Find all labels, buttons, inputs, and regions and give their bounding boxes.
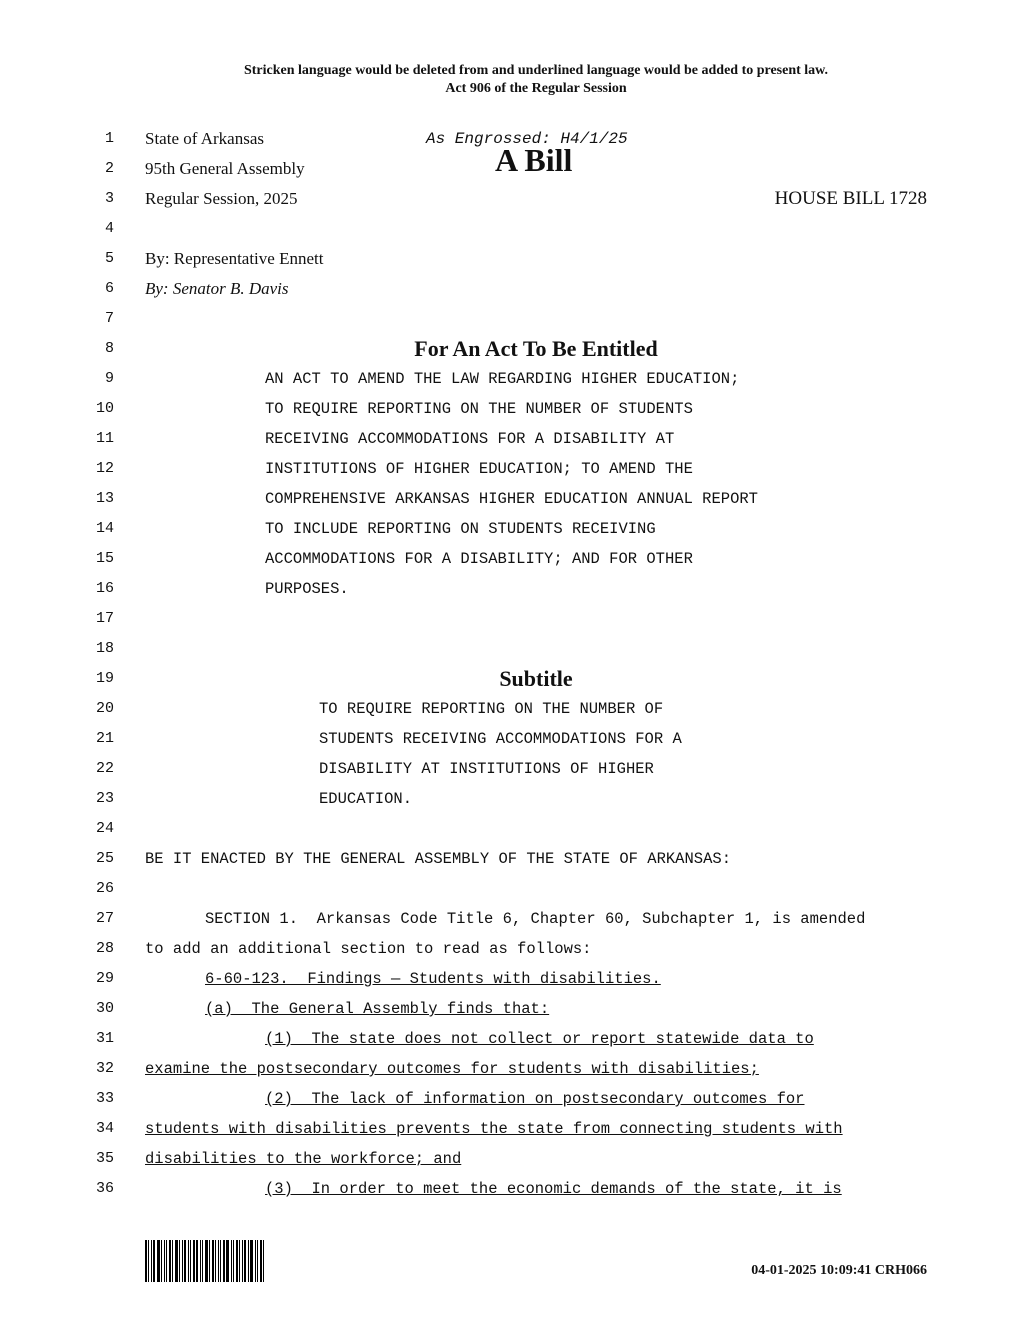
line-7 bbox=[0, 304, 1024, 334]
line-number: 16 bbox=[95, 580, 114, 597]
line-6 bbox=[0, 274, 1024, 304]
line-number: 24 bbox=[95, 820, 114, 837]
barcode-bar bbox=[205, 1240, 208, 1282]
line-number: 23 bbox=[95, 790, 114, 807]
line-number: 21 bbox=[95, 730, 114, 747]
line-23 bbox=[0, 784, 1024, 814]
line-26 bbox=[0, 874, 1024, 904]
barcode-bar bbox=[255, 1240, 256, 1282]
barcode-bar bbox=[215, 1240, 216, 1282]
barcode-bar bbox=[182, 1240, 183, 1282]
paragraph-2-cont: disabilities to the workforce; and bbox=[145, 1150, 462, 1168]
barcode-bar bbox=[196, 1240, 198, 1282]
subtitle-line: STUDENTS RECEIVING ACCOMMODATIONS FOR A bbox=[319, 730, 682, 748]
section-text: to add an additional section to read as follows: bbox=[145, 940, 592, 958]
paragraph-1-cont: examine the postsecondary outcomes for students with disabilities; bbox=[145, 1060, 759, 1078]
bill-number: HOUSE BILL 1728 bbox=[774, 188, 927, 209]
line-21 bbox=[0, 724, 1024, 754]
header-act: Act 906 of the Regular Session bbox=[445, 81, 627, 96]
line-number: 15 bbox=[95, 550, 114, 567]
title-line: TO INCLUDE REPORTING ON STUDENTS RECEIVING bbox=[265, 520, 656, 538]
barcode-bar bbox=[233, 1240, 234, 1282]
line-number: 3 bbox=[104, 190, 114, 207]
barcode-bar bbox=[236, 1240, 238, 1282]
barcode-bar bbox=[212, 1240, 214, 1282]
paragraph-3: (3) In order to meet the economic demands of the state, it is bbox=[265, 1180, 842, 1198]
line-number: 9 bbox=[104, 370, 114, 387]
line-number: 2 bbox=[104, 160, 114, 177]
barcode-bar bbox=[184, 1240, 186, 1282]
barcode-bar bbox=[188, 1240, 189, 1282]
line-5 bbox=[0, 244, 1024, 274]
line-number: 36 bbox=[95, 1180, 114, 1197]
subtitle-line: DISABILITY AT INSTITUTIONS OF HIGHER bbox=[319, 760, 654, 778]
line-16 bbox=[0, 574, 1024, 604]
title-line: RECEIVING ACCOMMODATIONS FOR A DISABILITY AT bbox=[265, 430, 675, 448]
barcode-bar bbox=[244, 1240, 246, 1282]
line-33 bbox=[0, 1084, 1024, 1114]
barcode-bar bbox=[164, 1240, 165, 1282]
line-8 bbox=[0, 334, 1024, 364]
section-title: 6-60-123. Findings — Students with disabilities. bbox=[205, 970, 661, 988]
title-line: TO REQUIRE REPORTING ON THE NUMBER OF STUDENTS bbox=[265, 400, 693, 418]
line-32 bbox=[0, 1054, 1024, 1084]
line-34 bbox=[0, 1114, 1024, 1144]
line-29 bbox=[0, 964, 1024, 994]
title-line: PURPOSES. bbox=[265, 580, 349, 598]
barcode-bar bbox=[172, 1240, 173, 1282]
barcode-bar bbox=[193, 1240, 195, 1282]
a-bill-heading: A Bill bbox=[495, 142, 573, 178]
line-number: 30 bbox=[95, 1000, 114, 1017]
line-10 bbox=[0, 394, 1024, 424]
line-12 bbox=[0, 454, 1024, 484]
line-28 bbox=[0, 934, 1024, 964]
line-number: 17 bbox=[95, 610, 114, 627]
line-25 bbox=[0, 844, 1024, 874]
barcode-bar bbox=[179, 1240, 180, 1282]
line-number: 14 bbox=[95, 520, 114, 537]
line-35 bbox=[0, 1144, 1024, 1174]
paragraph-2-cont: students with disabilities prevents the state from connecting students with bbox=[145, 1120, 843, 1138]
line-number: 18 bbox=[95, 640, 114, 657]
barcode-bar bbox=[166, 1240, 167, 1282]
subsection-a: (a) The General Assembly finds that: bbox=[205, 1000, 550, 1018]
barcode-bar bbox=[260, 1240, 262, 1282]
barcode-bar bbox=[248, 1240, 249, 1282]
header-notice: Stricken language would be deleted from and underlined language would be added to present law. bbox=[243, 63, 829, 78]
line-number: 32 bbox=[95, 1060, 114, 1077]
barcode-bar bbox=[257, 1240, 258, 1282]
subtitle-heading: Subtitle bbox=[499, 666, 573, 691]
line-number: 27 bbox=[95, 910, 114, 927]
line-20 bbox=[0, 694, 1024, 724]
paragraph-1: (1) The state does not collect or report statewide data to bbox=[265, 1030, 814, 1048]
barcode-bar bbox=[169, 1240, 171, 1282]
line-3 bbox=[0, 184, 1024, 214]
sponsor-senator: By: Senator B. Davis bbox=[145, 279, 289, 298]
line-number: 20 bbox=[95, 700, 114, 717]
line-number: 1 bbox=[104, 130, 114, 147]
barcode-bar bbox=[145, 1240, 147, 1282]
title-line: INSTITUTIONS OF HIGHER EDUCATION; TO AMEND THE bbox=[265, 460, 693, 478]
section-text: SECTION 1. Arkansas Code Title 6, Chapter 60, Subchapter 1, is amended bbox=[205, 910, 866, 928]
line-13 bbox=[0, 484, 1024, 514]
line-number: 25 bbox=[95, 850, 114, 867]
title-line: AN ACT TO AMEND THE LAW REGARDING HIGHER EDUCATION; bbox=[265, 370, 740, 388]
line-number: 7 bbox=[104, 310, 114, 327]
document-header bbox=[0, 62, 1024, 98]
subtitle-line: EDUCATION. bbox=[319, 790, 413, 808]
line-14 bbox=[0, 514, 1024, 544]
line-24 bbox=[0, 814, 1024, 844]
assembly-label: 95th General Assembly bbox=[145, 159, 305, 178]
line-number: 29 bbox=[95, 970, 114, 987]
line-number: 35 bbox=[95, 1150, 114, 1167]
line-2 bbox=[0, 142, 1024, 184]
barcode-bar bbox=[239, 1240, 240, 1282]
line-number: 31 bbox=[95, 1030, 114, 1047]
line-number: 34 bbox=[95, 1120, 114, 1137]
line-number: 28 bbox=[95, 940, 114, 957]
line-number: 33 bbox=[95, 1090, 114, 1107]
barcode-bar bbox=[175, 1240, 178, 1282]
line-17 bbox=[0, 604, 1024, 634]
line-number: 8 bbox=[104, 340, 114, 357]
barcode-bar bbox=[153, 1240, 155, 1282]
line-36 bbox=[0, 1174, 1024, 1204]
barcode-bar bbox=[151, 1240, 152, 1282]
line-number: 11 bbox=[95, 430, 114, 447]
engrossed-label: As Engrossed: H4/1/25 bbox=[426, 130, 628, 148]
line-number: 4 bbox=[104, 220, 114, 237]
paragraph-2: (2) The lack of information on postsecondary outcomes for bbox=[265, 1090, 805, 1108]
line-22 bbox=[0, 754, 1024, 784]
barcode-bar bbox=[190, 1240, 191, 1282]
barcode-bar bbox=[202, 1240, 203, 1282]
line-19 bbox=[0, 664, 1024, 694]
barcode-bar bbox=[231, 1240, 232, 1282]
barcode-bar bbox=[223, 1240, 225, 1282]
line-31 bbox=[0, 1024, 1024, 1054]
line-30 bbox=[0, 994, 1024, 1024]
line-11 bbox=[0, 424, 1024, 454]
line-9 bbox=[0, 364, 1024, 394]
barcode-bar bbox=[250, 1240, 253, 1282]
barcode-bar bbox=[242, 1240, 243, 1282]
line-number: 6 bbox=[104, 280, 114, 297]
line-number: 5 bbox=[104, 250, 114, 267]
title-heading: For An Act To Be Entitled bbox=[414, 336, 658, 361]
barcode-icon bbox=[145, 1240, 275, 1282]
barcode-bar bbox=[218, 1240, 219, 1282]
line-number: 13 bbox=[95, 490, 114, 507]
barcode-bar bbox=[161, 1240, 162, 1282]
barcode-bar bbox=[226, 1240, 229, 1282]
line-number: 22 bbox=[95, 760, 114, 777]
line-number: 19 bbox=[95, 670, 114, 687]
line-number: 26 bbox=[95, 880, 114, 897]
line-4 bbox=[0, 214, 1024, 244]
barcode-bar bbox=[200, 1240, 201, 1282]
barcode-bar bbox=[220, 1240, 221, 1282]
line-27 bbox=[0, 904, 1024, 934]
session-label: Regular Session, 2025 bbox=[145, 189, 298, 208]
line-number: 10 bbox=[95, 400, 114, 417]
subtitle-line: TO REQUIRE REPORTING ON THE NUMBER OF bbox=[319, 700, 664, 718]
title-line: COMPREHENSIVE ARKANSAS HIGHER EDUCATION ANNUAL REPORT bbox=[265, 490, 758, 508]
barcode-bar bbox=[148, 1240, 149, 1282]
enacting-clause: BE IT ENACTED BY THE GENERAL ASSEMBLY OF THE STATE OF ARKANSAS: bbox=[145, 850, 731, 868]
line-18 bbox=[0, 634, 1024, 664]
document-code: 04-01-2025 10:09:41 CRH066 bbox=[751, 1263, 927, 1278]
barcode-bar bbox=[157, 1240, 160, 1282]
state-label: State of Arkansas bbox=[145, 129, 264, 148]
barcode-bar bbox=[263, 1240, 264, 1282]
line-15 bbox=[0, 544, 1024, 574]
barcode-bar bbox=[209, 1240, 210, 1282]
title-line: ACCOMMODATIONS FOR A DISABILITY; AND FOR OTHER bbox=[265, 550, 693, 568]
sponsor-representative: By: Representative Ennett bbox=[145, 249, 324, 268]
line-number: 12 bbox=[95, 460, 114, 477]
